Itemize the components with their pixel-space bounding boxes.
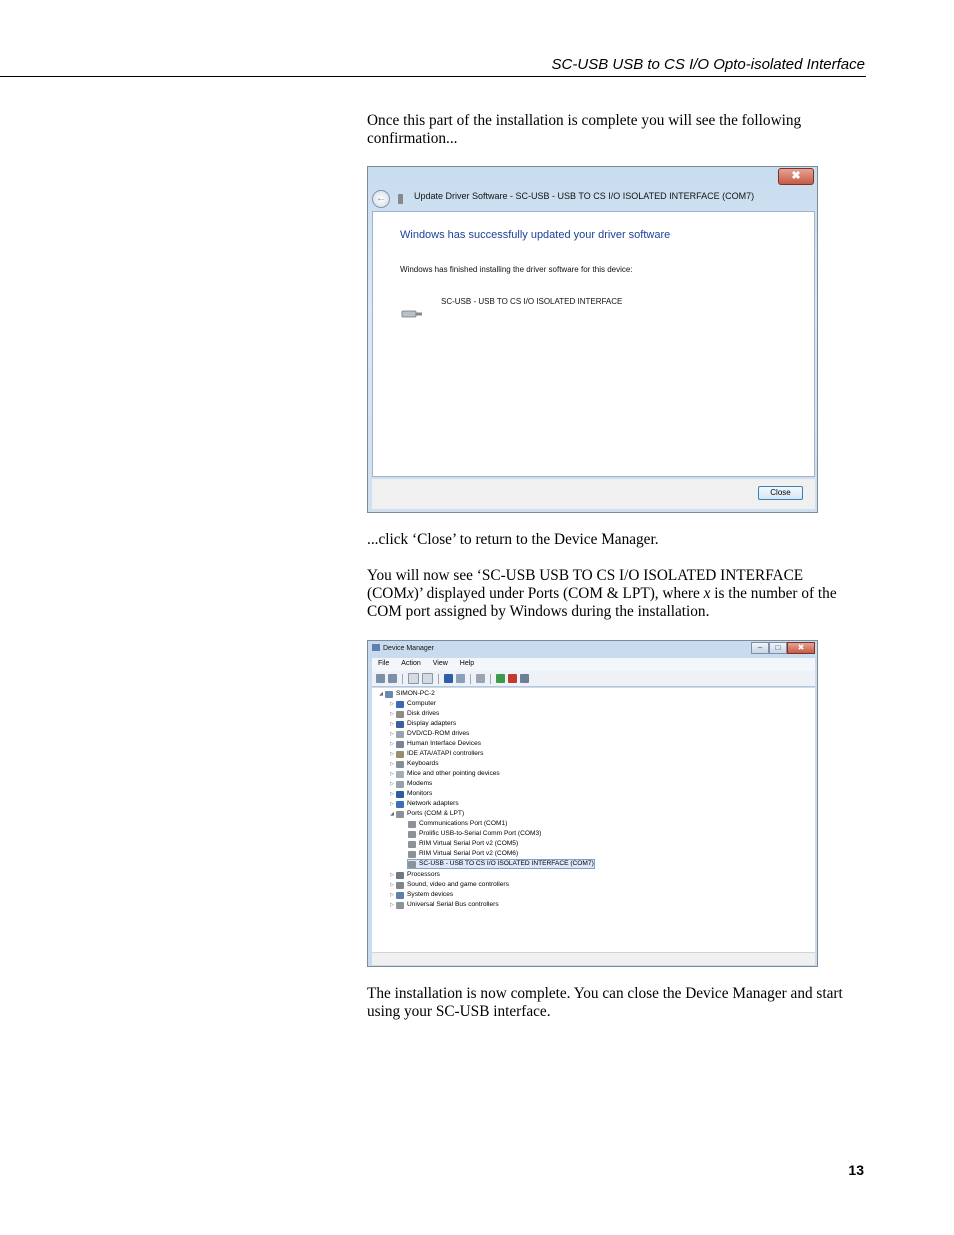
close-icon[interactable]: ✖ — [787, 642, 815, 654]
collapsed-arrow-icon[interactable]: ▷ — [390, 781, 394, 787]
collapsed-arrow-icon[interactable]: ▷ — [390, 872, 394, 878]
scan-hardware-icon[interactable] — [476, 674, 485, 683]
collapsed-arrow-icon[interactable]: ▷ — [390, 741, 394, 747]
window-title: Device Manager — [372, 644, 434, 652]
update-driver-dialog-screenshot — [367, 166, 818, 513]
collapsed-arrow-icon[interactable]: ▷ — [390, 771, 394, 777]
tree-item[interactable]: ▷ Display adapters — [388, 720, 456, 728]
horizontal-scrollbar[interactable] — [372, 952, 815, 965]
toolbar-separator — [470, 674, 471, 684]
tree-item[interactable]: ▷ Processors — [388, 871, 440, 879]
back-arrow-icon[interactable]: ← — [372, 190, 390, 208]
collapsed-arrow-icon[interactable]: ▷ — [390, 902, 394, 908]
properties-icon[interactable] — [408, 673, 419, 684]
tree-item[interactable]: ▷ System devices — [388, 891, 453, 899]
network-icon — [396, 801, 404, 808]
tree-item[interactable]: ▷ Human Interface Devices — [388, 740, 481, 748]
tree-item[interactable]: ▷ Mice and other pointing devices — [388, 770, 500, 778]
maximize-icon[interactable]: □ — [769, 642, 787, 654]
collapsed-arrow-icon[interactable]: ▷ — [390, 701, 394, 707]
disable-icon[interactable] — [520, 674, 529, 683]
toolbar — [372, 671, 815, 687]
header-rule — [0, 76, 866, 77]
device-name: SC-USB - USB TO CS I/O ISOLATED INTERFACE — [441, 297, 623, 306]
device-tree — [372, 688, 815, 964]
menu-action[interactable]: Action — [401, 660, 421, 667]
toolbar-separator — [490, 674, 491, 684]
port-icon — [408, 861, 416, 868]
list-icon[interactable] — [422, 673, 433, 684]
dialog-title: Update Driver Software - SC-USB - USB TO CS I/O ISOLATED INTERFACE (COM7) — [414, 191, 755, 201]
collapsed-arrow-icon[interactable]: ▷ — [390, 801, 394, 807]
monitor-icon — [396, 791, 404, 798]
port-item[interactable]: Prolific USB-to-Serial Comm Port (COM3) — [408, 830, 541, 838]
usb-icon — [396, 902, 404, 909]
port-icon — [396, 811, 404, 818]
collapsed-arrow-icon[interactable]: ▷ — [390, 882, 394, 888]
tree-item[interactable]: ▷ Disk drives — [388, 710, 439, 718]
usb-device-icon — [398, 194, 403, 204]
com-variable: x — [406, 585, 414, 602]
computer-icon — [396, 701, 404, 708]
display-icon — [396, 721, 404, 728]
ports-text-a: You will now see ‘SC-USB USB TO CS I/O ISOLATED INTERFACE (COM — [367, 567, 804, 602]
minimize-icon[interactable]: – — [751, 642, 769, 654]
sound-icon — [396, 882, 404, 889]
collapsed-arrow-icon[interactable]: ▷ — [390, 791, 394, 797]
intro-paragraph: Once this part of the installation is complete you will see the following confirmation... — [367, 112, 802, 147]
tree-item[interactable]: ▷ Keyboards — [388, 760, 439, 768]
collapsed-arrow-icon[interactable]: ▷ — [390, 761, 394, 767]
tree-item[interactable]: ▷ Computer — [388, 700, 436, 708]
port-item[interactable]: RIM Virtual Serial Port v2 (COM5) — [408, 840, 518, 848]
keyboard-icon — [396, 761, 404, 768]
device-manager-screenshot — [367, 640, 818, 967]
tree-item[interactable]: ◢ Ports (COM & LPT) — [388, 810, 464, 818]
disk-icon — [396, 711, 404, 718]
computer-icon — [385, 691, 393, 698]
closing-paragraph: The installation is now complete. You can close the Device Manager and start using your SC-USB interface. — [367, 985, 843, 1020]
menu-view[interactable]: View — [432, 660, 448, 667]
system-icon — [396, 892, 404, 899]
port-item-selected[interactable]: SC-USB - USB TO CS I/O ISOLATED INTERFACE (COM7) — [408, 860, 594, 868]
help-icon[interactable] — [444, 674, 453, 683]
back-icon[interactable] — [376, 674, 385, 683]
tree-item[interactable]: ▷ IDE ATA/ATAPI controllers — [388, 750, 483, 758]
collapsed-arrow-icon[interactable]: ▷ — [390, 731, 394, 737]
hid-icon — [396, 741, 404, 748]
dvd-icon — [396, 731, 404, 738]
ide-icon — [396, 751, 404, 758]
uninstall-icon[interactable] — [508, 674, 517, 683]
running-header: SC-USB USB to CS I/O Opto-isolated Interface — [551, 56, 865, 73]
dialog-content — [372, 211, 815, 477]
window-controls — [751, 642, 815, 654]
modem-icon — [396, 781, 404, 788]
finished-message: Windows has finished installing the driver software for this device: — [400, 265, 633, 274]
dialog-close-icon[interactable]: ✖ — [778, 168, 814, 185]
menu-file[interactable]: File — [378, 660, 390, 667]
tree-item[interactable]: ▷ DVD/CD-ROM drives — [388, 730, 469, 738]
port-icon — [408, 841, 416, 848]
page-number: 13 — [848, 1162, 864, 1178]
collapsed-arrow-icon[interactable]: ▷ — [390, 751, 394, 757]
close-instruction: ...click ‘Close’ to return to the Device Manager. — [367, 531, 659, 548]
dialog-footer — [372, 479, 815, 509]
ports-text-b: )’ displayed under Ports (COM & LPT), where — [413, 585, 704, 602]
ports-text-c: is the number of the COM port assigned by Windows during the installation. — [367, 585, 837, 620]
tree-item[interactable]: ▷ Universal Serial Bus controllers — [388, 901, 499, 909]
com-variable: x — [703, 585, 711, 602]
tree-item[interactable]: ▷ Sound, video and game controllers — [388, 881, 509, 889]
toolbar-separator — [438, 674, 439, 684]
port-item[interactable]: RIM Virtual Serial Port v2 (COM6) — [408, 850, 518, 858]
expanded-arrow-icon[interactable]: ◢ — [379, 691, 383, 697]
forward-icon[interactable] — [388, 674, 397, 683]
port-icon — [408, 831, 416, 838]
menu-help[interactable]: Help — [459, 660, 475, 667]
tree-root[interactable]: ◢ SIMON-PC-2 — [377, 690, 435, 698]
menu-bar — [372, 658, 815, 671]
ports-paragraph — [367, 567, 862, 621]
tree-item[interactable]: ▷ Network adapters — [388, 800, 459, 808]
device-manager-icon — [372, 644, 380, 651]
usb-cable-icon — [401, 309, 423, 319]
collapsed-arrow-icon[interactable]: ▷ — [390, 711, 394, 717]
update-driver-icon[interactable] — [496, 674, 505, 683]
collapsed-arrow-icon[interactable]: ▷ — [390, 721, 394, 727]
tree-item[interactable]: ▷ Modems — [388, 780, 432, 788]
tree-item[interactable]: ▷ Monitors — [388, 790, 432, 798]
port-icon — [408, 821, 416, 828]
processor-icon — [396, 872, 404, 879]
mouse-icon — [396, 771, 404, 778]
expanded-arrow-icon[interactable]: ◢ — [390, 811, 394, 817]
port-icon — [408, 851, 416, 858]
port-item[interactable]: Communications Port (COM1) — [408, 820, 507, 828]
view-icon[interactable] — [456, 674, 465, 683]
toolbar-separator — [402, 674, 403, 684]
close-button[interactable]: Close — [758, 486, 803, 500]
success-message: Windows has successfully updated your driver software — [400, 229, 671, 241]
collapsed-arrow-icon[interactable]: ▷ — [390, 892, 394, 898]
